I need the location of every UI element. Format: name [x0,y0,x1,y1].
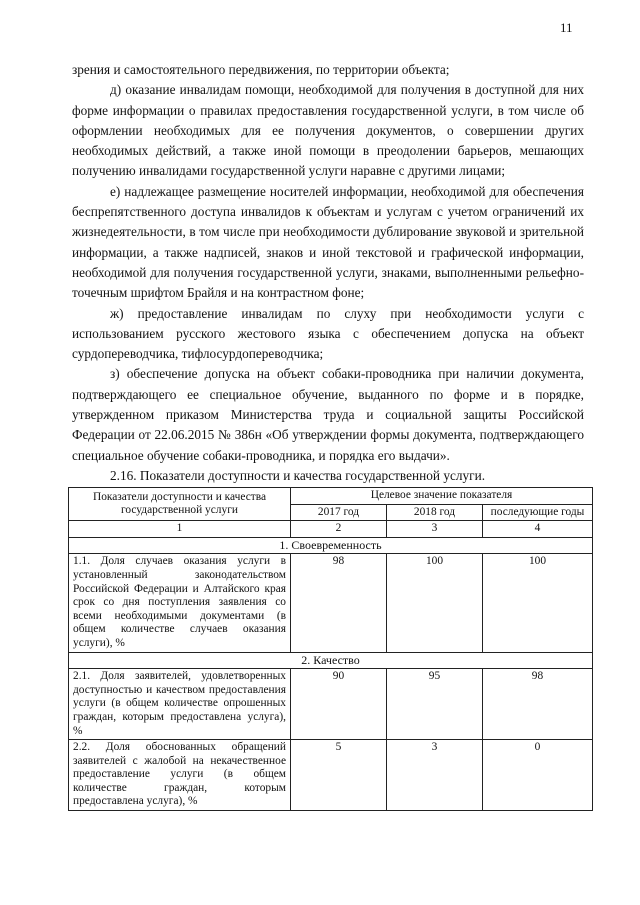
value-2018: 3 [387,740,483,811]
table-row [69,669,593,740]
table-numbering-row [69,521,593,538]
value-later: 0 [483,740,593,811]
value-2017: 90 [291,669,387,740]
col-number-4: 4 [483,521,593,538]
table-header-row [69,488,593,505]
value-2018: 95 [387,669,483,740]
paragraph-item-d: д) оказание инвалидам помощи, необходимой для получения в доступной для них форме информации о правилах предоставления государственной услуги, в том числе об оформлении необходимых для ее получения документов, о совершении других необходимых действий, а также иной помощи в преодолении барьеров, мешающих получению инвалидами государственной услуги наравне с другими лицами; [72,82,584,179]
section-title-quality: 2. Качество [69,652,593,669]
value-later: 98 [483,669,593,740]
indicator-2-1: 2.1. Доля заявителей, удовлетворенных доступностью и качеством предоставления услуги (в общем количестве опрошенных граждан, которым предоставлена услуга), % [69,669,291,740]
paragraph-item-zh: ж) предоставление инвалидам по слуху при необходимости услуги с использованием русского жестового языка с обеспечением допуска на объект сурдопереводчика, тифлосурдопереводчика; [72,305,584,362]
value-2017: 5 [291,740,387,811]
col-number-1: 1 [69,521,291,538]
section-heading-2-16: 2.16. Показатели доступности и качества государственной услуги. [110,467,486,483]
table-row [69,740,593,811]
section-row [69,652,593,669]
header-later-years: последующие годы [483,504,593,521]
body-text [72,60,584,486]
col-number-3: 3 [387,521,483,538]
paragraph-item-z: з) обеспечение допуска на объект собаки-проводника при наличии документа, подтверждающего ее специальное обучение, выданного по форме и в порядке, утвержденном приказом Министерства труда и социальной защиты Российской Федерации от 22.06.2015 № 386н «Об утверждении формы документа, подтверждающего специальное обучение собаки-проводника, и порядка его выдачи». [72,366,584,463]
indicators-table [68,487,593,811]
header-target-value: Целевое значение показателя [291,488,593,505]
page-number: 11 [560,20,573,35]
indicator-2-2: 2.2. Доля обоснованных обращений заявителей с жалобой на некачественное предоставление услуги (в общем количестве граждан, которым предоставлена услуга), % [69,740,291,811]
header-indicator: Показатели доступности и качества государственной услуги [69,488,291,521]
section-title-timeliness: 1. Своевременность [69,537,593,554]
indicator-1-1: 1.1. Доля случаев оказания услуги в установленный законодательством Российской Федерации и Алтайского края срок со дня поступления заявления со всеми необходимыми документами (в общем количестве случаев оказания услуги), % [69,554,291,652]
paragraph-continuation: зрения и самостоятельного передвижения, по территории объекта; [72,62,450,77]
paragraph-item-e: е) надлежащее размещение носителей информации, необходимой для обеспечения беспрепятственного доступа инвалидов к объектам и услугам с учетом ограничений их жизнедеятельности, в том числе при необходимости дублирование звуковой и зрительной информации, а также надписей, знаков и иной текстовой и графической информации, необходимой для получения государственной услуги, знаками, выполненными рельефно-точечным шрифтом Брайля и на контрастном фоне; [72,183,584,301]
value-later: 100 [483,554,593,652]
value-2018: 100 [387,554,483,652]
header-2018: 2018 год [387,504,483,521]
table-row [69,554,593,652]
header-2017: 2017 год [291,504,387,521]
col-number-2: 2 [291,521,387,538]
value-2017: 98 [291,554,387,652]
section-row [69,537,593,554]
